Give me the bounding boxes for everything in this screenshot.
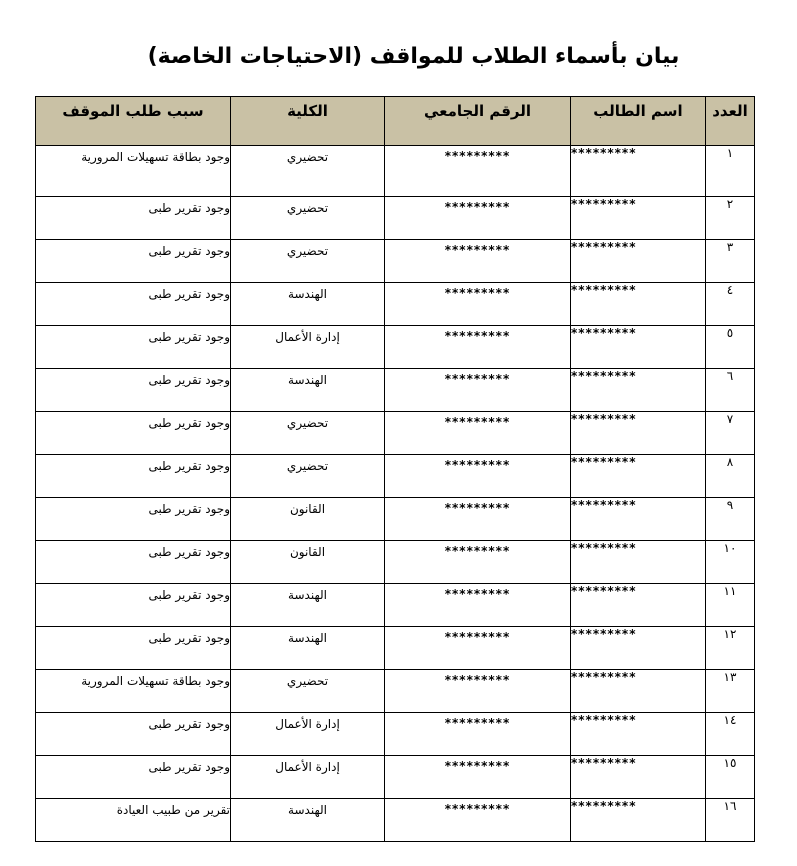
college-cell-text: الهندسة bbox=[288, 803, 327, 817]
reason-cell-text: وجود تقرير طبى bbox=[148, 459, 230, 473]
reason-cell bbox=[36, 146, 231, 197]
university-id-cell-text: ********* bbox=[444, 501, 511, 515]
row-number-text: ٧ bbox=[726, 412, 734, 426]
row-number-text: ١٤ bbox=[723, 713, 737, 727]
row-number-text: ١٥ bbox=[723, 756, 737, 770]
university-id-cell bbox=[385, 146, 571, 197]
table-row bbox=[36, 799, 755, 842]
header-student-name: اسم الطالب bbox=[571, 97, 706, 146]
row-number bbox=[706, 412, 755, 455]
college-cell-text: تحضيري bbox=[286, 674, 329, 688]
student-name-cell-text: ********* bbox=[571, 541, 637, 555]
table-row bbox=[36, 326, 755, 369]
table-row bbox=[36, 541, 755, 584]
university-id-cell bbox=[385, 412, 571, 455]
table-body bbox=[36, 146, 755, 842]
student-name-cell bbox=[571, 498, 706, 541]
university-id-cell-text: ********* bbox=[444, 329, 511, 343]
reason-cell-text: وجود تقرير طبى bbox=[148, 244, 230, 258]
university-id-cell bbox=[385, 627, 571, 670]
row-number bbox=[706, 369, 755, 412]
college-cell bbox=[231, 369, 385, 412]
reason-cell-text: وجود تقرير طبى bbox=[148, 545, 230, 559]
university-id-cell bbox=[385, 498, 571, 541]
student-name-cell-text: ********* bbox=[571, 713, 637, 727]
student-name-cell-text: ********* bbox=[571, 240, 637, 254]
table-row bbox=[36, 627, 755, 670]
row-number-text: ٣ bbox=[726, 240, 734, 254]
row-number bbox=[706, 541, 755, 584]
university-id-cell-text: ********* bbox=[444, 415, 511, 429]
row-number bbox=[706, 713, 755, 756]
college-cell bbox=[231, 498, 385, 541]
college-cell bbox=[231, 713, 385, 756]
reason-cell-text: وجود بطاقة تسهيلات المرورية bbox=[81, 150, 230, 164]
university-id-cell-text: ********* bbox=[444, 544, 511, 558]
row-number bbox=[706, 670, 755, 713]
college-cell-text: إدارة الأعمال bbox=[275, 330, 340, 344]
reason-cell-text: تقرير من طبيب العيادة bbox=[116, 803, 230, 817]
student-name-cell bbox=[571, 455, 706, 498]
student-name-cell-text: ********* bbox=[571, 369, 637, 383]
reason-cell-text: وجود تقرير طبى bbox=[148, 717, 230, 731]
reason-cell bbox=[36, 627, 231, 670]
student-name-cell bbox=[571, 756, 706, 799]
university-id-cell-text: ********* bbox=[444, 458, 511, 472]
student-name-cell bbox=[571, 369, 706, 412]
row-number-text: ٨ bbox=[726, 455, 734, 469]
university-id-cell-text: ********* bbox=[444, 243, 511, 257]
reason-cell-text: وجود تقرير طبى bbox=[148, 416, 230, 430]
table-row bbox=[36, 670, 755, 713]
university-id-cell bbox=[385, 713, 571, 756]
college-cell-text: إدارة الأعمال bbox=[275, 760, 340, 774]
college-cell bbox=[231, 197, 385, 240]
university-id-cell bbox=[385, 369, 571, 412]
college-cell bbox=[231, 240, 385, 283]
student-name-cell bbox=[571, 799, 706, 842]
reason-cell bbox=[36, 670, 231, 713]
college-cell-text: القانون bbox=[289, 502, 326, 516]
table-row bbox=[36, 713, 755, 756]
reason-cell bbox=[36, 326, 231, 369]
university-id-cell bbox=[385, 584, 571, 627]
table-row bbox=[36, 240, 755, 283]
college-cell bbox=[231, 670, 385, 713]
college-cell bbox=[231, 283, 385, 326]
university-id-cell bbox=[385, 670, 571, 713]
student-name-cell bbox=[571, 197, 706, 240]
college-cell-text: الهندسة bbox=[288, 631, 327, 645]
reason-cell-text: وجود تقرير طبى bbox=[148, 330, 230, 344]
row-number-text: ٥ bbox=[726, 326, 734, 340]
row-number-text: ١٦ bbox=[723, 799, 737, 813]
student-name-cell-text: ********* bbox=[571, 799, 637, 813]
university-id-cell bbox=[385, 283, 571, 326]
row-number-text: ١١ bbox=[723, 584, 737, 598]
college-cell-text: إدارة الأعمال bbox=[275, 717, 340, 731]
reason-cell bbox=[36, 799, 231, 842]
reason-cell-text: وجود تقرير طبى bbox=[148, 373, 230, 387]
header-college: الكلية bbox=[231, 97, 385, 146]
reason-cell bbox=[36, 584, 231, 627]
college-cell bbox=[231, 146, 385, 197]
university-id-cell-text: ********* bbox=[444, 149, 511, 163]
row-number bbox=[706, 455, 755, 498]
reason-cell bbox=[36, 240, 231, 283]
table-row bbox=[36, 283, 755, 326]
reason-cell-text: وجود تقرير طبى bbox=[148, 588, 230, 602]
header-university-id: الرقم الجامعي bbox=[385, 97, 571, 146]
student-name-cell-text: ********* bbox=[571, 412, 637, 426]
header-reason: سبب طلب الموقف bbox=[36, 97, 231, 146]
reason-cell bbox=[36, 455, 231, 498]
university-id-cell bbox=[385, 240, 571, 283]
reason-cell-text: وجود تقرير طبى bbox=[148, 631, 230, 645]
university-id-cell-text: ********* bbox=[444, 630, 511, 644]
row-number bbox=[706, 146, 755, 197]
student-name-cell-text: ********* bbox=[571, 627, 637, 641]
row-number-text: ٩ bbox=[726, 498, 734, 512]
row-number bbox=[706, 283, 755, 326]
student-name-cell bbox=[571, 584, 706, 627]
college-cell-text: القانون bbox=[289, 545, 326, 559]
table-row bbox=[36, 498, 755, 541]
university-id-cell bbox=[385, 455, 571, 498]
college-cell bbox=[231, 412, 385, 455]
row-number-text: ١ bbox=[726, 146, 734, 160]
row-number bbox=[706, 756, 755, 799]
student-name-cell-text: ********* bbox=[571, 146, 637, 160]
university-id-cell-text: ********* bbox=[444, 716, 511, 730]
college-cell-text: تحضيري bbox=[286, 459, 329, 473]
student-name-cell-text: ********* bbox=[571, 756, 637, 770]
college-cell bbox=[231, 541, 385, 584]
row-number bbox=[706, 498, 755, 541]
row-number bbox=[706, 584, 755, 627]
row-number bbox=[706, 627, 755, 670]
college-cell bbox=[231, 455, 385, 498]
row-number-text: ١٠ bbox=[723, 541, 737, 555]
student-name-cell bbox=[571, 713, 706, 756]
college-cell-text: الهندسة bbox=[288, 287, 327, 301]
student-name-cell-text: ********* bbox=[571, 498, 637, 512]
header-number: العدد bbox=[706, 97, 755, 146]
table-row bbox=[36, 197, 755, 240]
reason-cell-text: وجود تقرير طبى bbox=[148, 502, 230, 516]
university-id-cell bbox=[385, 756, 571, 799]
reason-cell-text: وجود تقرير طبى bbox=[148, 287, 230, 301]
student-name-cell-text: ********* bbox=[571, 584, 637, 598]
university-id-cell bbox=[385, 799, 571, 842]
table-row bbox=[36, 146, 755, 197]
university-id-cell-text: ********* bbox=[444, 286, 511, 300]
reason-cell bbox=[36, 412, 231, 455]
student-name-cell-text: ********* bbox=[571, 283, 637, 297]
college-cell-text: الهندسة bbox=[288, 588, 327, 602]
reason-cell bbox=[36, 756, 231, 799]
student-name-cell bbox=[571, 541, 706, 584]
college-cell bbox=[231, 627, 385, 670]
college-cell-text: تحضيري bbox=[286, 150, 329, 164]
reason-cell bbox=[36, 369, 231, 412]
college-cell-text: تحضيري bbox=[286, 244, 329, 258]
table-row bbox=[36, 584, 755, 627]
university-id-cell-text: ********* bbox=[444, 200, 511, 214]
college-cell-text: تحضيري bbox=[286, 201, 329, 215]
row-number-text: ٦ bbox=[726, 369, 734, 383]
page-title: بيان بأسماء الطلاب للمواقف (الاحتياجات الخاصة) bbox=[147, 44, 680, 69]
reason-cell bbox=[36, 283, 231, 326]
student-name-cell bbox=[571, 627, 706, 670]
student-name-cell-text: ********* bbox=[571, 326, 637, 340]
row-number-text: ٢ bbox=[726, 197, 734, 211]
university-id-cell-text: ********* bbox=[444, 372, 511, 386]
college-cell bbox=[231, 756, 385, 799]
row-number bbox=[706, 326, 755, 369]
university-id-cell bbox=[385, 541, 571, 584]
university-id-cell bbox=[385, 197, 571, 240]
university-id-cell-text: ********* bbox=[444, 587, 511, 601]
students-table bbox=[35, 96, 755, 842]
student-name-cell bbox=[571, 240, 706, 283]
university-id-cell-text: ********* bbox=[444, 759, 511, 773]
university-id-cell-text: ********* bbox=[444, 802, 511, 816]
student-name-cell bbox=[571, 146, 706, 197]
reason-cell-text: وجود تقرير طبى bbox=[148, 201, 230, 215]
reason-cell-text: وجود بطاقة تسهيلات المرورية bbox=[81, 674, 230, 688]
student-name-cell-text: ********* bbox=[571, 455, 637, 469]
college-cell-text: الهندسة bbox=[288, 373, 327, 387]
table-header-row bbox=[36, 97, 755, 146]
reason-cell bbox=[36, 498, 231, 541]
student-name-cell bbox=[571, 670, 706, 713]
reason-cell bbox=[36, 197, 231, 240]
reason-cell bbox=[36, 713, 231, 756]
college-cell bbox=[231, 584, 385, 627]
college-cell-text: تحضيري bbox=[286, 416, 329, 430]
student-name-cell bbox=[571, 283, 706, 326]
student-name-cell-text: ********* bbox=[571, 670, 637, 684]
table-row bbox=[36, 412, 755, 455]
row-number-text: ١٢ bbox=[723, 627, 737, 641]
table-row bbox=[36, 455, 755, 498]
row-number bbox=[706, 240, 755, 283]
university-id-cell bbox=[385, 326, 571, 369]
row-number bbox=[706, 197, 755, 240]
reason-cell bbox=[36, 541, 231, 584]
student-name-cell bbox=[571, 326, 706, 369]
table-row bbox=[36, 756, 755, 799]
university-id-cell-text: ********* bbox=[444, 673, 511, 687]
reason-cell-text: وجود تقرير طبى bbox=[148, 760, 230, 774]
row-number-text: ٤ bbox=[726, 283, 734, 297]
college-cell bbox=[231, 799, 385, 842]
row-number-text: ١٣ bbox=[723, 670, 737, 684]
college-cell bbox=[231, 326, 385, 369]
table-row bbox=[36, 369, 755, 412]
student-name-cell-text: ********* bbox=[571, 197, 637, 211]
row-number bbox=[706, 799, 755, 842]
student-name-cell bbox=[571, 412, 706, 455]
